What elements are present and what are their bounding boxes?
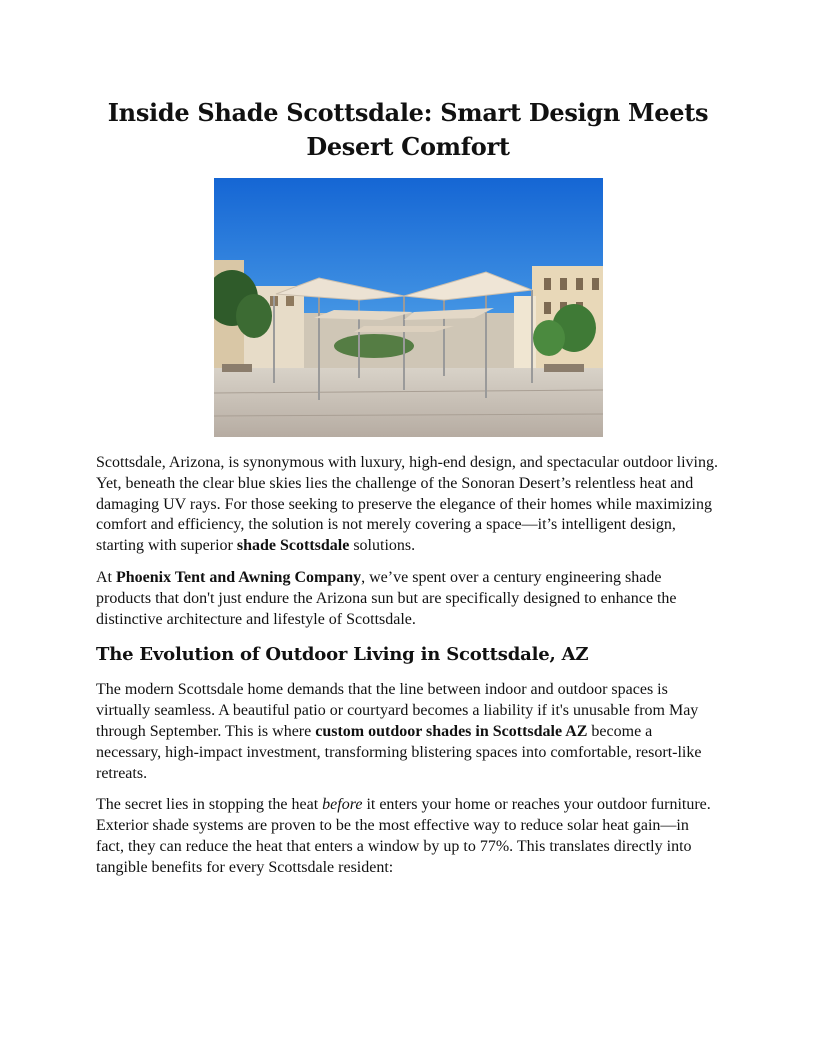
intro-bold-keyword: shade Scottsdale (236, 537, 350, 555)
evolution-paragraph (96, 680, 720, 784)
company-paragraph (96, 568, 720, 630)
page-title: Inside Shade Scottsdale: Smart Design Meets Desert Comfort (107, 98, 709, 161)
heat-italic-word: before (322, 796, 363, 814)
company-text-start: At (96, 568, 116, 586)
evolution-text-end: become a necessary, high-impact investment, transforming blistering spaces into comfortable, resort-like retreats. (96, 722, 702, 782)
section-heading: The Evolution of Outdoor Living in Scottsdale, AZ (96, 644, 589, 666)
heat-text-end: it enters your home or reaches your outdoor furniture. Exterior shade systems are proven to be the most effective way to reduce solar heat gain—in fact, they can reduce the heat that enters a window by up to 77%. This translates directly into tangible benefits for every Scottsdale resident: (96, 796, 711, 876)
company-name: Phoenix Tent and Awning Company (116, 568, 362, 586)
heat-paragraph (96, 795, 720, 878)
heat-text: The secret lies in stopping the heat (96, 796, 323, 814)
document-page (96, 96, 720, 879)
intro-paragraph (96, 453, 720, 557)
evolution-text: The modern Scottsdale home demands that the line between indoor and outdoor spaces is virtually seamless. A beautiful patio or courtyard becomes a liability if it's unusable from May through September. This is where (96, 681, 699, 740)
company-text: , we’ve spent over a century engineering shade products that don't just endure the Arizona sun but are specifically designed to enhance the distinctive architecture and lifestyle of Scottsdale. (96, 568, 677, 628)
intro-text-end: solutions. (349, 537, 416, 555)
hero-image (214, 178, 603, 437)
evolution-bold-keyword: custom outdoor shades in Scottsdale AZ (315, 722, 588, 740)
intro-text: Scottsdale, Arizona, is synonymous with luxury, high-end design, and spectacular outdoor living. Yet, beneath the clear blue skies lies the challenge of the Sonoran Desert’s relentless heat and damaging UV rays. For those seeking to preserve the elegance of their homes while maximizing comfort and efficiency, the solution is not merely covering a space—it’s intelligent design, starting with superior (96, 454, 718, 555)
